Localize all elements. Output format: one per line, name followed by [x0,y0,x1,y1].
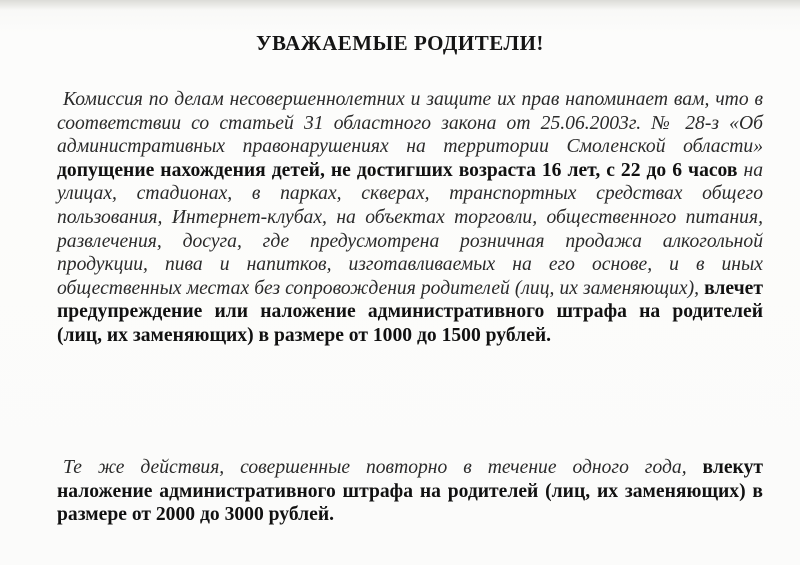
notice-paragraph-1 [57,88,763,348]
paragraph-1-penalty: влечет предупреждение или наложение административного штрафа на родителей (лиц, их заменяющих) в размере от 1000 до 1500 рублей. [57,277,763,346]
paragraph-1-intro: Комиссия по делам несовершеннолетних и защите их прав напоминает вам, что в соответствии со статьей 31 областного закона от 25.06.2003г. № 28-з «Об административных правонарушениях на территории Смоленской области» [57,89,763,158]
notice-paragraph-2 [57,456,763,527]
paragraph-2-repeat: Те же действия, совершенные повторно в течение одного года, [63,457,687,478]
notice-title: УВАЖАЕМЫЕ РОДИТЕЛИ! [256,31,544,55]
paper-top-edge [0,0,800,10]
paragraph-1-places: на улицах, стадионах, в парках, скверах, транспортных средствах общего пользования, Интернет-клубах, на объектах торговли, общественного питания, развлечения, досуга, где предусмотрена розничная продажа алкогольной продукции, пива и напитков, изготавливаемых на его основе, и в иных общественных местах без сопровождения родителей (лиц, их заменяющих), [57,159,763,299]
paragraph-2-penalty: влекут наложение административного штрафа на родителей (лиц, их заменяющих) в размере от 2000 до 3000 рублей. [57,457,763,526]
paragraph-1-ban: допущение нахождения детей, не достигших возраста 16 лет, с 22 до 6 часов [57,159,738,181]
